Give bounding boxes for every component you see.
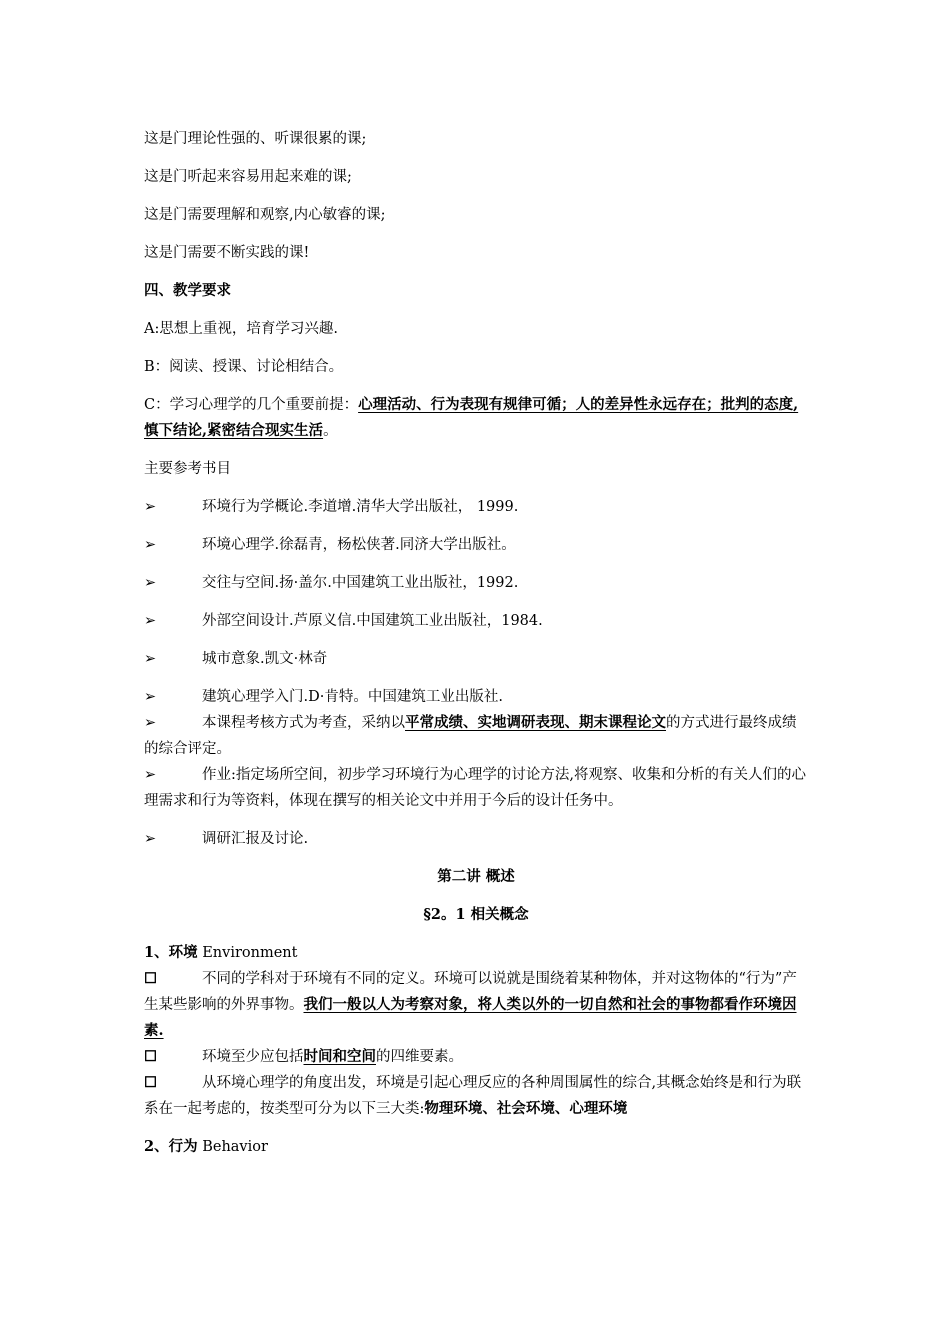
arrow-bullet-icon: ➢ — [144, 689, 157, 705]
behavior-heading-cn: 2、行为 — [144, 1138, 198, 1155]
reference-item — [144, 570, 808, 596]
requirement-c-end: 。 — [323, 423, 338, 439]
environment-p3-emphasis: 物理环境、社会环境、心理环境 — [424, 1100, 628, 1117]
environment-p1-emphasis: 我们一般以人为考察对象，将人类以外的一切自然和社会的事物都看作环境因素. — [144, 996, 797, 1039]
arrow-bullet-icon: ➢ — [144, 575, 157, 591]
environment-p1-text: 不同的学科对于环境有不同的定义。环境可以说就是围绕着某种物体，并对这物体的“行为”产生某些影响的外界事物。 — [144, 971, 797, 1013]
lecture-title: 第二讲 概述 — [437, 868, 515, 885]
reference-text: 交往与空间.扬·盖尔.中国建筑工业出版社，1992. — [202, 575, 519, 591]
reference-item — [144, 608, 808, 634]
references-title: 主要参考书目 — [144, 461, 231, 477]
reference-item — [144, 646, 808, 672]
square-bullet-icon: ☐ — [144, 970, 157, 987]
document-page — [144, 126, 808, 1160]
intro-line-4: 这是门需要不断实践的课! — [144, 245, 310, 261]
reference-text: 环境行为学概论.李道增.清华大学出版社， 1999. — [202, 499, 519, 515]
requirement-a: A:思想上重视，培育学习兴趣. — [144, 321, 338, 337]
assessment-paragraph — [144, 710, 808, 762]
assessment-prefix: 本课程考核方式为考查，采纳以 — [202, 715, 405, 731]
arrow-bullet-icon: ➢ — [144, 767, 157, 783]
report-item — [144, 826, 808, 852]
intro-line-3: 这是门需要理解和观察,内心敏睿的课; — [144, 207, 386, 223]
square-bullet-icon: ☐ — [144, 1048, 157, 1065]
requirement-c-prefix: C：学习心理学的几个重要前提： — [144, 397, 359, 413]
arrow-bullet-icon: ➢ — [144, 715, 157, 731]
environment-heading — [144, 940, 808, 966]
reference-item — [144, 532, 808, 558]
intro-line-1: 这是门理论性强的、听课很累的课; — [144, 131, 367, 147]
homework-text: 作业:指定场所空间，初步学习环境行为心理学的讨论方法,将观察、收集和分析的有关人们的心理需求和行为等资料，体现在撰写的相关论文中并用于今后的设计任务中。 — [144, 767, 806, 809]
assessment-emphasis: 平常成绩、实地调研表现、期末课程论文 — [405, 714, 666, 731]
arrow-bullet-icon: ➢ — [144, 831, 157, 847]
behavior-heading-en: Behavior — [197, 1139, 268, 1155]
environment-paragraph-3 — [144, 1070, 808, 1122]
section-heading-teaching-requirements: 四、教学要求 — [144, 282, 231, 299]
homework-paragraph — [144, 762, 808, 814]
arrow-bullet-icon: ➢ — [144, 537, 157, 553]
environment-paragraph-2 — [144, 1044, 808, 1070]
arrow-bullet-icon: ➢ — [144, 651, 157, 667]
environment-p3-text: 从环境心理学的角度出发，环境是引起心理反应的各种周围属性的综合,其概念始终是和行为联系在一起考虑的，按类型可分为以下三大类: — [144, 1075, 802, 1117]
reference-text: 城市意象.凯文·林奇 — [202, 651, 328, 667]
behavior-heading — [144, 1134, 808, 1160]
environment-heading-cn: 1、环境 — [144, 944, 198, 961]
section-title: §2。1 相关概念 — [423, 906, 529, 923]
reference-text: 外部空间设计.芦原义信.中国建筑工业出版社，1984. — [202, 613, 543, 629]
environment-p2-emphasis: 时间和空间 — [303, 1048, 376, 1065]
environment-p2-suffix: 的四维要素。 — [376, 1049, 463, 1065]
environment-p2-prefix: 环境至少应包括 — [202, 1049, 304, 1065]
environment-paragraph-1 — [144, 966, 808, 1044]
reference-text: 环境心理学.徐磊青，杨松侠著.同济大学出版社。 — [202, 537, 516, 553]
arrow-bullet-icon: ➢ — [144, 613, 157, 629]
requirement-c — [144, 392, 808, 444]
reference-item — [144, 684, 808, 710]
environment-heading-en: Environment — [197, 945, 298, 961]
square-bullet-icon: ☐ — [144, 1074, 157, 1091]
arrow-bullet-icon: ➢ — [144, 499, 157, 515]
assessment-suffix: 的方式进行最终成绩的综合评定。 — [144, 715, 797, 757]
intro-line-2: 这是门听起来容易用起来难的课; — [144, 169, 352, 185]
report-text: 调研汇报及讨论. — [202, 831, 309, 847]
reference-text: 建筑心理学入门.D·肯特。中国建筑工业出版社. — [202, 689, 503, 705]
requirement-c-emphasis: 心理活动、行为表现有规律可循；人的差异性永远存在；批判的态度,慎下结论,紧密结合现实生活 — [144, 396, 799, 439]
reference-item — [144, 494, 808, 520]
requirement-b: B：阅读、授课、讨论相结合。 — [144, 359, 344, 375]
